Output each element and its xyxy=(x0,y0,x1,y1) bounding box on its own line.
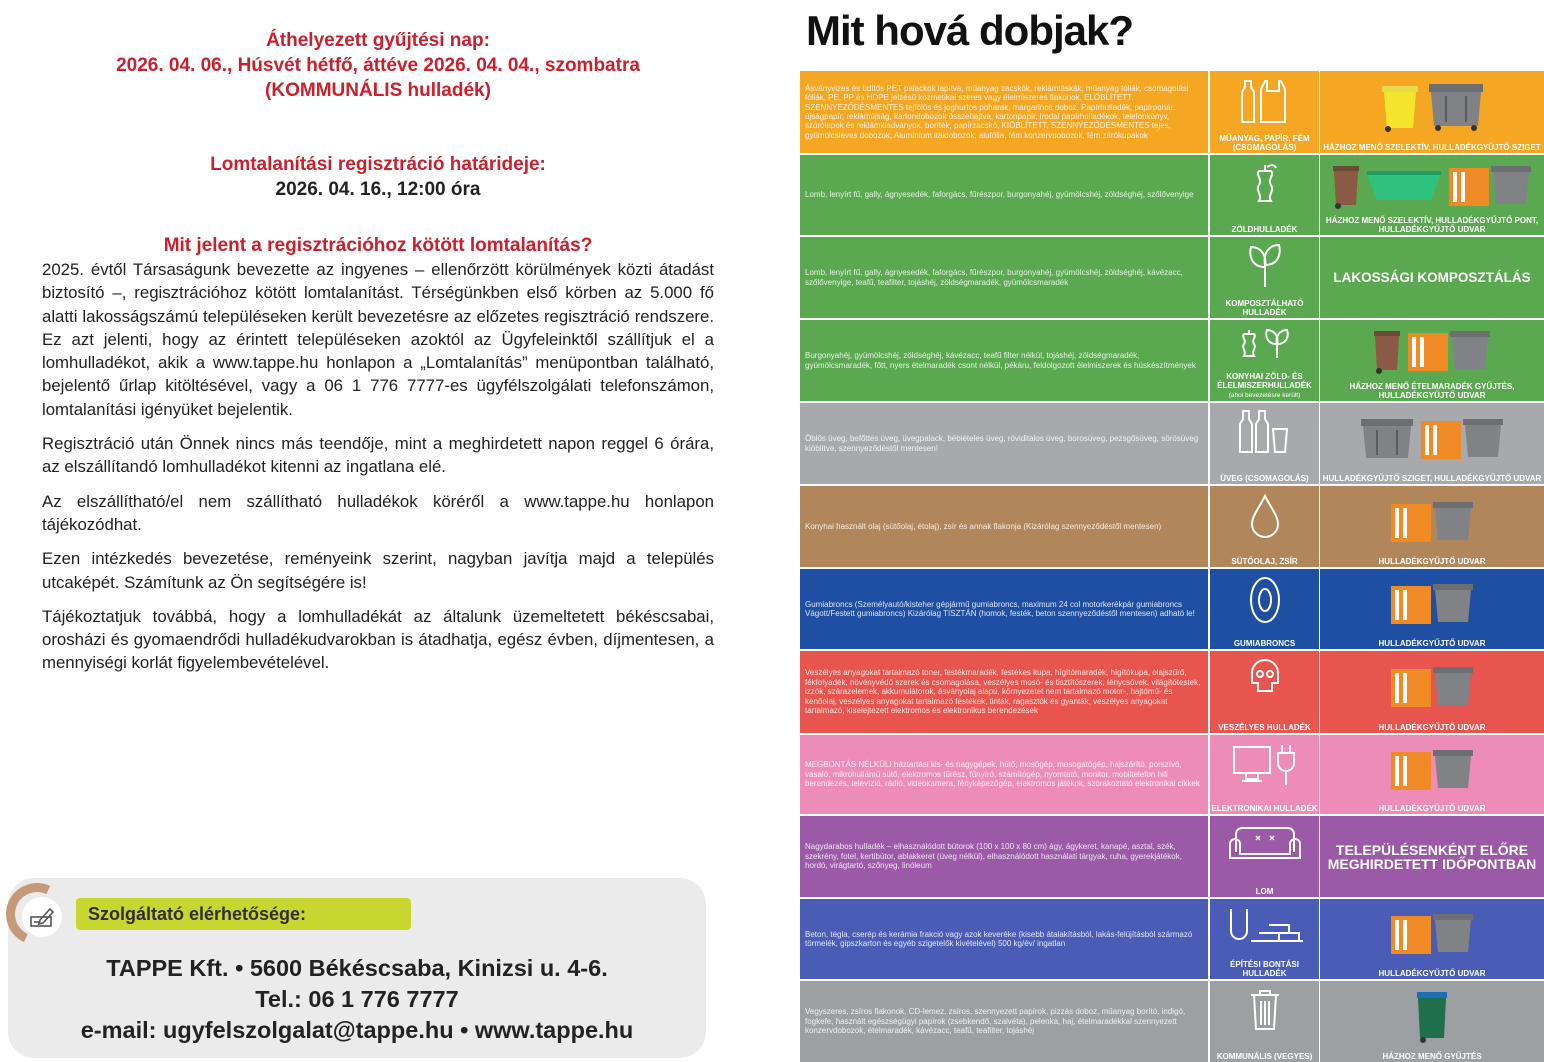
row-category: VESZÉLYES HULLADÉK xyxy=(1218,723,1311,732)
row-category-note: (ahol bevezetésre került) xyxy=(1228,392,1301,399)
sprout-icon xyxy=(1245,243,1285,289)
row-description: Veszélyes anyagokat tartalmazó toner, festékmaradék, festékes kupa, hígítómaradék, hígítókupa, olajszűrő, fékfolyadék, növényvédő szerek és csomagolása, veszélyes mosó- és tisztítószerek, fénycsövek, világítótestek, izzók, szárazelemek, akkumulátorok, ásványolaj alapú, környezetet nem tartalmazó motor-, hajtómű- és kenőolaj, veszélyes anyagokat tartalmazó festékek, tinták, ragasztók és gyanták, veszélyes anyagokat tartalmazó, kiselejtezett elektromos és elektronikus berendezések xyxy=(800,651,1208,733)
row-description: Beton, tégla, cserép és kerámia frakció vagy azok keveréke (kisebb átalakításból, lakás-felújításból származó törmelék, gipszkarton és egyéb szigetelők kivételével) 500 kg/év/ ingatlan xyxy=(800,899,1208,979)
row-destination-cell xyxy=(1320,981,1544,1062)
row-category: ÉPÍTÉSI BONTÁSI HULLADÉK xyxy=(1230,960,1299,978)
row-category: ZÖLDHULLADÉK xyxy=(1231,225,1298,234)
email-website[interactable]: e-mail: ugyfelszolgalat@tappe.hu • www.tappe.hu xyxy=(80,1017,634,1043)
meaning-title: Mit jelent a regisztrációhoz kötött lomtalanítás? xyxy=(163,235,593,256)
row-description: Lomb, lenyírt fű, gally, ágnyesedék, faforgács, fűrészpor, burgonyahéj, gyümölcshéj, zöldséghéj, kávézacc, szőlővenyige, teafű, teafilter, tojáshéj, zöldségmaradék, gyümölcsmaradék xyxy=(800,237,1208,318)
row-category: ÜVEG (CSOMAGOLÁS) xyxy=(1220,474,1309,483)
row-description: MEGBONTÁS NÉLKÜLI háztartási kis- és nagygépek, hűtő, mosógép, mosogatógép, hajszárító, porszívó, vasaló, mikrohullámú sütő, elektromos fűrész, fűnyíró, számítógép, nyomtató, monitor, mobiltelefon hifi berendezés, televízió, rádió, videokamera, fényképezőgép, elektromos játékok, szórakoztató elektronikai cikkek xyxy=(800,735,1208,814)
yard-containers-icon xyxy=(1389,910,1475,958)
guide-title: Mit hová dobjak? xyxy=(806,7,1134,54)
yellow-bin-icon xyxy=(1378,80,1422,134)
guide-row-construction xyxy=(800,899,1544,979)
company-address: TAPPE Kft. • 5600 Békéscsaba, Kinizsi u. 4-6. xyxy=(106,955,608,981)
grey-container-icon xyxy=(1426,80,1486,134)
guide-row-communal xyxy=(800,981,1544,1062)
deadline-title: Lomtalanítási regisztráció határideje: xyxy=(210,154,546,175)
row-destination-cell xyxy=(1320,237,1544,318)
row-category-cell xyxy=(1210,320,1319,401)
row-description: Lomb, lenyírt fű, gally, ágnyesedék, faforgács, fűrészpor, burgonyahéj, gyümölcshéj, zöldséghéj, szőlővenyige xyxy=(800,155,1208,235)
relocated-title: Áthelyezett gyűjtési nap: xyxy=(266,30,490,51)
row-destination: HÁZHOZ MENŐ GYŰJTÉS xyxy=(1382,1052,1482,1061)
row-category: GUMIABRONCS xyxy=(1233,639,1296,648)
meaning-heading-block xyxy=(42,233,714,258)
yard-containers-icon xyxy=(1389,663,1475,711)
apple-core-icon xyxy=(1245,161,1285,211)
yard-containers-icon xyxy=(1389,498,1475,546)
row-description: Öblös üveg, befőttes üveg, üvegpalack, bébiételes üveg, röviditalos üveg, borosüveg, pezsgősüveg, sörösüveg kiöblítve, szennyeződéstől mentesen! xyxy=(800,403,1208,484)
brown-bin-icon xyxy=(1331,162,1361,210)
guide-row-kitchen-waste xyxy=(800,320,1544,401)
brown-bin-icon xyxy=(1372,327,1402,375)
row-destination: TELEPÜLÉSENKÉNT ELŐRE MEGHIRDETETT IDŐPONTBAN xyxy=(1327,841,1537,872)
row-description: Vegyszeres, zsíros flakonok, CD-lemez, zsíros, szennyezett papírok, pizzás doboz, műanyag borító, indigó, fogkefe, használt egészségügyi papírok (zsebkendő, szalvéta), pelenka, haj, ételmaradékkal szennyezett konzervdobozok, ételmaradék, kávézacc, teafű, teafilter, tojáshéj xyxy=(800,981,1208,1062)
green-container-icon xyxy=(1365,166,1443,206)
yard-containers-icon xyxy=(1447,162,1533,210)
row-destination: HULLADÉKGYŰJTŐ UDVAR xyxy=(1378,723,1486,732)
row-category: LOM xyxy=(1255,887,1274,896)
registration-deadline-notice xyxy=(42,152,714,202)
row-category: ELEKTRONIKAI HULLADÉK xyxy=(1211,804,1318,813)
guide-row-hazardous xyxy=(800,651,1544,733)
row-description: Gumiabroncs (Személyautó/kisteher gépjármű gumiabroncs, maximum 24 col motorkerékpár gumiabroncs Vágott/Festett gumiabroncs) Kizárólag TISZTÁN (homok, festék, beton szennyeződéstől mentesen) adható le! xyxy=(800,569,1208,649)
row-description: Ásványvizes és üdítős PET palackok lapítva, műanyag zacskók, reklámtáskák, műanyag fóliák, csomagolási fóliák, PE, PP és HDPE jelzésű kozmetikai szeres vagy élelmiszeres flakonok, ELÖBLÍTETT, SZENNYEZŐDÉSMENTES tejfölös és joghurtos poharak, margarinos doboz, Papírhulladék, papírpohár, újságpapír, reklámújság, kartondobozok összehajtva, kartonpapír, irodai papírhulladékok, telefonkönyv, szórólapok és reklámkiadványok, boríték, papírzacskó, KIÖBLÍTETT, SZENNYEZŐDÉSMENTES tejes, gyümölcsleves dobozok, Alumínium italdobozok, alufólia, fém konzervdobozok, fém zárókupakok xyxy=(800,71,1208,153)
row-category-cell xyxy=(1210,71,1319,153)
row-category-cell xyxy=(1210,237,1319,318)
row-destination-cell xyxy=(1320,816,1544,897)
guide-row-electronics xyxy=(800,735,1544,814)
row-destination-cell xyxy=(1320,320,1544,401)
blue-bin-icon xyxy=(1415,988,1449,1046)
bricks-icon xyxy=(1225,905,1305,945)
row-category-cell xyxy=(1210,981,1319,1062)
row-description: Burgonyahéj, gyümölcshéj, zöldséghéj, kávézacc, teafű filter nélkül, tojáshéj, zöldségmaradék, gyümölcsmaradék, főtt, nyers ételmaradék csont nélkül, pékáru, feldolgozott élelmiszerek és húskészítmények xyxy=(800,320,1208,401)
guide-row-compostable xyxy=(800,237,1544,318)
row-category: KOMMUNÁLIS (VEGYES) xyxy=(1216,1052,1313,1061)
row-destination: HULLADÉKGYŰJTŐ UDVAR xyxy=(1378,804,1486,813)
row-category xyxy=(1210,372,1319,401)
body-paragraph: Az elszállítható/el nem szállítható hulladékok köréről a www.tappe.hu honlapon tájékozódhat. xyxy=(42,491,714,534)
food-scraps-icon xyxy=(1235,326,1295,360)
body-paragraph: Tájékoztatjuk továbbá, hogy a lomhulladékát az általunk üzemeltetett békéscsabai, orosházi és gyomaendrődi hulladékudvarokban is átadhatja, egész évben, díjmentesen, a mennyiségi korlát figyelembevételével. xyxy=(42,606,714,673)
contact-label: Szolgáltató elérhetősége: xyxy=(76,898,411,930)
row-category: KOMPOSZTÁLHATÓ HULLADÉK xyxy=(1225,299,1304,317)
row-category-text: KONYHAI ZÖLD- ÉS ÉLELMISZERHULLADÉK xyxy=(1217,372,1312,390)
yard-containers-icon xyxy=(1389,746,1475,794)
row-destination-cell xyxy=(1320,899,1544,979)
guide-row-packaging xyxy=(800,71,1544,153)
row-destination: HULLADÉKGYŰJTŐ UDVAR xyxy=(1378,639,1486,648)
guide-row-glass xyxy=(800,403,1544,484)
row-category-cell xyxy=(1210,486,1319,567)
row-description: Konyhai használt olaj (sütőolaj, étolaj), zsír és annak flakonja (Kizárólag szennyeződéstől mentesen) xyxy=(800,486,1208,567)
row-category-cell xyxy=(1210,403,1319,484)
row-destination-cell xyxy=(1320,735,1544,814)
row-destination-cell xyxy=(1320,569,1544,649)
row-category-cell xyxy=(1210,569,1319,649)
row-category-cell xyxy=(1210,155,1319,235)
phone-number[interactable]: Tel.: 06 1 776 7777 xyxy=(255,986,459,1012)
row-destination: HÁZHOZ MENŐ ÉTELMARADÉK GYŰJTÉS, HULLADÉKGYŰJTŐ UDVAR xyxy=(1349,382,1515,400)
row-category: SÜTŐOLAJ, ZSÍR xyxy=(1231,557,1298,566)
row-category-cell xyxy=(1210,899,1319,979)
row-destination: HULLADÉKGYŰJTŐ SZIGET, HULLADÉKGYŰJTŐ UDVAR xyxy=(1322,474,1542,483)
grey-container-icon xyxy=(1359,415,1415,463)
relocated-collection-notice xyxy=(42,28,714,103)
row-destination: HULLADÉKGYŰJTŐ UDVAR xyxy=(1378,969,1486,978)
yard-containers-icon xyxy=(1419,415,1505,463)
yard-containers-icon xyxy=(1389,580,1475,628)
info-column xyxy=(42,28,714,675)
trash-can-icon xyxy=(1248,987,1282,1033)
row-destination-cell xyxy=(1320,651,1544,733)
row-destination-cell xyxy=(1320,71,1544,153)
row-description: Nagydarabos hulladék – elhasználódott bútorok (100 x 100 x 80 cm) ágy, ágykeret, kanapé, asztal, szék, szekrény, fotel, kertibútor, ablakkeret (üveg nélkül), elhasználódott használati tárgyak, ruha, gyerekjátékok, hordó, virágtartó, szőnyeg, linóleum xyxy=(800,816,1208,897)
row-destination-cell xyxy=(1320,486,1544,567)
row-category-cell xyxy=(1210,735,1319,814)
row-destination-cell xyxy=(1320,403,1544,484)
tire-icon xyxy=(1248,575,1282,625)
guide-row-green-waste xyxy=(800,155,1544,235)
skull-icon xyxy=(1248,657,1282,699)
row-destination: HÁZHOZ MENŐ SZELEKTÍV, HULLADÉKGYŰJTŐ PONT, HULLADÉKGYŰJTŐ UDVAR xyxy=(1325,216,1539,234)
glass-bottles-icon xyxy=(1235,409,1295,455)
row-destination: HULLADÉKGYŰJTŐ UDVAR xyxy=(1378,557,1486,566)
guide-row-tires xyxy=(800,569,1544,649)
row-category-cell xyxy=(1210,651,1319,733)
guide-row-bulky-waste xyxy=(800,816,1544,897)
row-destination: LAKOSSÁGI KOMPOSZTÁLÁS xyxy=(1333,270,1531,285)
relocated-date: 2026. 04. 06., Húsvét hétfő, áttéve 2026. 04. 04., szombatra xyxy=(116,55,640,76)
row-category-cell xyxy=(1210,816,1319,897)
row-destination-cell xyxy=(1320,155,1544,235)
oil-drop-icon xyxy=(1248,492,1282,540)
guide-row-cooking-oil xyxy=(800,486,1544,567)
monitor-plug-icon xyxy=(1230,741,1300,787)
body-paragraph: Ezen intézkedés bevezetése, reményeink szerint, nagyban javítja majd a település utcaképét. Számítunk az Ön segítségére is! xyxy=(42,549,714,592)
body-paragraph: 2025. évtől Társaságunk bevezette az ingyenes – ellenőrzött körülmények közti átadást biztosító –, regisztrációhoz kötött lomtalanítást. Térségünkben első körben az 5.000 fő alatti lakosságszámú településeken került bevezetésre az előzetes regisztráció rendszere. Ez azt jelenti, hogy az érintett településeken azoktól az Ügyfeleinktől szállítjuk el a lomhulladékot, akik a www.tappe.hu honlapon a „Lomtalanítás” menüpontban található, bejelentő űrlap kitöltésével, vagy a 06 1 776 7777-es ügyfélszolgálati telefonszámon, lomtalanítási igényüket bejelentik. xyxy=(42,260,714,419)
bottle-bag-icon xyxy=(1235,77,1295,125)
row-destination: HÁZHOZ MENŐ SZELEKTÍV, HULLADÉKGYŰJTŐ SZIGET xyxy=(1323,143,1541,152)
relocated-waste-type: (KOMMUNÁLIS hulladék) xyxy=(265,80,491,101)
deadline-date: 2026. 04. 16., 12:00 óra xyxy=(275,179,481,200)
edit-form-icon xyxy=(22,897,62,937)
sofa-icon xyxy=(1228,822,1302,866)
body-paragraph: Regisztráció után Önnek nincs más teendője, mint a meghirdetett napon reggel 6 órára, az elszállítandó lomhulladékot kitenni az ingatlana elé. xyxy=(42,434,714,477)
yard-containers-icon xyxy=(1406,327,1492,375)
row-category: MŰANYAG, PAPÍR, FÉM (CSOMAGOLÁS) xyxy=(1219,134,1310,152)
